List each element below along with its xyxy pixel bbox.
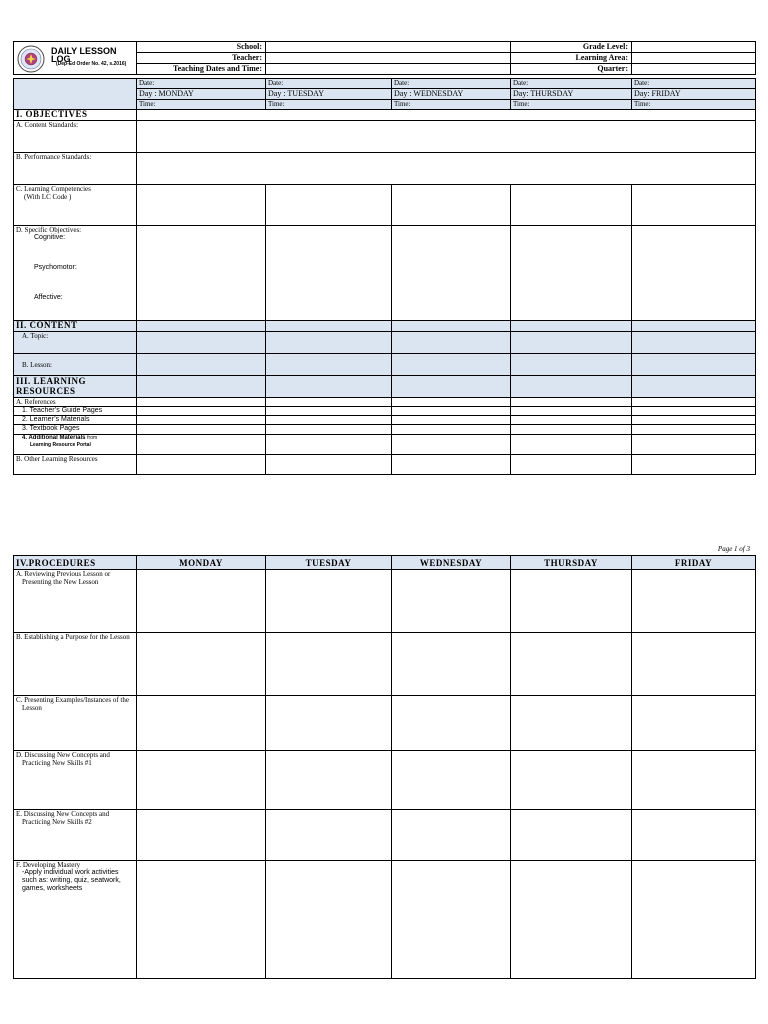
objectives-heading: I. OBJECTIVES (14, 110, 137, 121)
procedure-e-wednesday[interactable] (392, 810, 511, 861)
procedures-table (13, 555, 756, 979)
textbook-pages-label: 3. Textbook Pages (14, 425, 137, 435)
header-logo-cell (14, 42, 137, 75)
textbook-wednesday[interactable] (392, 425, 511, 435)
additional-monday[interactable] (137, 435, 266, 455)
resources-heading-wednesday (392, 376, 511, 398)
topic-tuesday[interactable] (266, 332, 392, 354)
affective-label: Affective: (34, 294, 63, 301)
performance-standards-field[interactable] (137, 153, 756, 185)
time-cell-tuesday[interactable]: Time: (266, 100, 392, 110)
learners-materials-monday[interactable] (137, 416, 266, 425)
additional-thursday[interactable] (511, 435, 632, 455)
time-cell-friday[interactable]: Time: (632, 100, 756, 110)
procedure-d-monday[interactable] (137, 751, 266, 810)
lesson-tuesday[interactable] (266, 354, 392, 376)
procedure-b-thursday[interactable] (511, 633, 632, 696)
specific-objectives-text: D. Specific Objectives: (16, 226, 82, 234)
learners-materials-friday[interactable] (632, 416, 756, 425)
topic-thursday[interactable] (511, 332, 632, 354)
references-monday[interactable] (137, 398, 266, 407)
content-heading: II. CONTENT (14, 321, 137, 332)
teacher-field[interactable] (266, 53, 511, 64)
procedures-day-wednesday: WEDNESDAY (392, 556, 511, 570)
lesson-wednesday[interactable] (392, 354, 511, 376)
specific-wednesday[interactable] (392, 226, 511, 321)
topic-wednesday[interactable] (392, 332, 511, 354)
procedure-c-friday[interactable] (632, 696, 756, 751)
additional-tuesday[interactable] (266, 435, 392, 455)
procedure-c-monday[interactable] (137, 696, 266, 751)
references-friday[interactable] (632, 398, 756, 407)
other-thursday[interactable] (511, 455, 632, 475)
header-table (13, 41, 756, 75)
additional-materials-text: 4. Additional Materials (22, 435, 86, 441)
procedures-day-friday: FRIDAY (632, 556, 756, 570)
performance-standards-label: B. Performance Standards: (14, 153, 137, 185)
procedure-e-friday[interactable] (632, 810, 756, 861)
day-cell-thursday: Day: THURSDAY (511, 89, 632, 100)
procedure-c-wednesday[interactable] (392, 696, 511, 751)
specific-objectives-label (14, 226, 137, 321)
procedure-b-monday[interactable] (137, 633, 266, 696)
teaching-dates-label: Teaching Dates and Time: (137, 64, 266, 75)
procedure-b-wednesday[interactable] (392, 633, 511, 696)
content-standards-label: A. Content Standards: (14, 121, 137, 153)
learning-area-field[interactable] (632, 53, 756, 64)
teachers-guide-monday[interactable] (137, 407, 266, 416)
day-cell-tuesday: Day : TUESDAY (266, 89, 392, 100)
resources-heading-monday (137, 376, 266, 398)
procedure-d-friday[interactable] (632, 751, 756, 810)
references-thursday[interactable] (511, 398, 632, 407)
textbook-thursday[interactable] (511, 425, 632, 435)
competencies-friday[interactable] (632, 185, 756, 226)
references-wednesday[interactable] (392, 398, 511, 407)
content-heading-wednesday (392, 321, 511, 332)
specific-tuesday[interactable] (266, 226, 392, 321)
time-cell-monday[interactable]: Time: (137, 100, 266, 110)
grade-level-field[interactable] (632, 42, 756, 53)
day-cell-wednesday: Day : WEDNESDAY (392, 89, 511, 100)
procedures-day-monday: MONDAY (137, 556, 266, 570)
competencies-tuesday[interactable] (266, 185, 392, 226)
teachers-guide-tuesday[interactable] (266, 407, 392, 416)
procedure-b-tuesday[interactable] (266, 633, 392, 696)
date-cell-thursday[interactable]: Date: (511, 79, 632, 89)
psychomotor-label: Psychomotor: (34, 264, 77, 271)
procedure-a-thursday[interactable] (511, 570, 632, 633)
competencies-code-text: (With LC Code ) (24, 193, 72, 201)
procedures-day-thursday: THURSDAY (511, 556, 632, 570)
specific-thursday[interactable] (511, 226, 632, 321)
date-cell-friday[interactable]: Date: (632, 79, 756, 89)
day-cell-friday: Day: FRIDAY (632, 89, 756, 100)
procedure-b-friday[interactable] (632, 633, 756, 696)
additional-friday[interactable] (632, 435, 756, 455)
objectives-heading-fill (137, 110, 756, 121)
resources-heading-thursday (511, 376, 632, 398)
log-title: DAILY LESSON LOG (51, 46, 117, 64)
page-number: Page 1 of 3 (717, 545, 750, 553)
resources-heading-friday (632, 376, 756, 398)
learning-competencies-label (14, 185, 137, 226)
additional-materials-label (14, 435, 137, 455)
procedure-f-wednesday[interactable] (392, 861, 511, 979)
procedure-d-tuesday[interactable] (266, 751, 392, 810)
resources-heading-tuesday (266, 376, 392, 398)
procedure-e-tuesday[interactable] (266, 810, 392, 861)
lesson-thursday[interactable] (511, 354, 632, 376)
references-tuesday[interactable] (266, 398, 392, 407)
procedure-d-label: D. Discussing New Concepts and Practicing New Skills #1 (14, 751, 137, 810)
procedure-a-wednesday[interactable] (392, 570, 511, 633)
time-cell-thursday[interactable]: Time: (511, 100, 632, 110)
specific-monday[interactable] (137, 226, 266, 321)
procedure-c-tuesday[interactable] (266, 696, 392, 751)
procedure-a-label: A. Reviewing Previous Lesson or Presenting the New Lesson (14, 570, 137, 633)
content-standards-field[interactable] (137, 121, 756, 153)
procedure-f-title: F. Developing Mastery (16, 861, 81, 869)
procedure-a-friday[interactable] (632, 570, 756, 633)
school-label: School: (137, 42, 266, 53)
procedure-f-tuesday[interactable] (266, 861, 392, 979)
procedure-e-monday[interactable] (137, 810, 266, 861)
deped-order: (Dep-Ed Order No. 42, s.2016) (56, 61, 127, 67)
school-field[interactable] (266, 42, 511, 53)
other-wednesday[interactable] (392, 455, 511, 475)
deped-seal-icon (17, 45, 45, 73)
content-heading-thursday (511, 321, 632, 332)
procedure-a-monday[interactable] (137, 570, 266, 633)
content-heading-monday (137, 321, 266, 332)
procedure-f-friday[interactable] (632, 861, 756, 979)
textbook-monday[interactable] (137, 425, 266, 435)
teachers-guide-label: 1. Teacher’s Guide Pages (14, 407, 137, 416)
procedure-a-tuesday[interactable] (266, 570, 392, 633)
additional-wednesday[interactable] (392, 435, 511, 455)
other-monday[interactable] (137, 455, 266, 475)
content-heading-tuesday (266, 321, 392, 332)
topic-monday[interactable] (137, 332, 266, 354)
resources-heading: III. LEARNING RESOURCES (14, 376, 137, 398)
other-tuesday[interactable] (266, 455, 392, 475)
procedure-f-note: -Apply individual work activities such as: writing, quiz, seatwork, games, worksheets (22, 869, 121, 892)
procedure-f-monday[interactable] (137, 861, 266, 979)
competencies-thursday[interactable] (511, 185, 632, 226)
procedure-c-thursday[interactable] (511, 696, 632, 751)
day-cell-monday: Day : MONDAY (137, 89, 266, 100)
grade-level-label: Grade Level: (511, 42, 632, 53)
objectives-table (13, 78, 756, 475)
learners-materials-wednesday[interactable] (392, 416, 511, 425)
procedure-e-label: E. Discussing New Concepts and Practicing New Skills #2 (14, 810, 137, 861)
procedure-c-label: C. Presenting Examples/Instances of the Lesson (14, 696, 137, 751)
teachers-guide-wednesday[interactable] (392, 407, 511, 416)
teacher-label: Teacher: (137, 53, 266, 64)
procedure-e-thursday[interactable] (511, 810, 632, 861)
teachers-guide-friday[interactable] (632, 407, 756, 416)
date-cell-monday[interactable]: Date: (137, 79, 266, 89)
topic-friday[interactable] (632, 332, 756, 354)
additional-from-text: from (87, 435, 98, 441)
topic-label: A. Topic: (14, 332, 137, 354)
procedures-day-tuesday: TUESDAY (266, 556, 392, 570)
specific-friday[interactable] (632, 226, 756, 321)
learning-area-label: Learning Area: (511, 53, 632, 64)
lesson-friday[interactable] (632, 354, 756, 376)
textbook-friday[interactable] (632, 425, 756, 435)
date-cell-wednesday[interactable]: Date: (392, 79, 511, 89)
learners-materials-label: 2. Learner’s Materials (14, 416, 137, 425)
teachers-guide-thursday[interactable] (511, 407, 632, 416)
lesson-monday[interactable] (137, 354, 266, 376)
procedure-f-thursday[interactable] (511, 861, 632, 979)
content-heading-friday (632, 321, 756, 332)
learners-materials-thursday[interactable] (511, 416, 632, 425)
procedure-f-label (14, 861, 137, 979)
procedure-d-wednesday[interactable] (392, 751, 511, 810)
lesson-label: B. Lesson: (14, 354, 137, 376)
textbook-tuesday[interactable] (266, 425, 392, 435)
other-friday[interactable] (632, 455, 756, 475)
competencies-monday[interactable] (137, 185, 266, 226)
competencies-text: C. Learning Competencies (16, 185, 91, 193)
portal-text: Learning Resource Portal (30, 442, 91, 448)
learners-materials-tuesday[interactable] (266, 416, 392, 425)
competencies-wednesday[interactable] (392, 185, 511, 226)
days-corner-cell (14, 79, 137, 110)
quarter-field[interactable] (632, 64, 756, 75)
cognitive-label: Cognitive: (34, 234, 66, 241)
teaching-dates-field[interactable] (266, 64, 511, 75)
date-cell-tuesday[interactable]: Date: (266, 79, 392, 89)
procedures-heading: IV.PROCEDURES (14, 556, 137, 570)
references-label: A. References (14, 398, 137, 407)
procedure-b-label: B. Establishing a Purpose for the Lesson (14, 633, 137, 696)
procedure-d-thursday[interactable] (511, 751, 632, 810)
quarter-label: Quarter: (511, 64, 632, 75)
other-resources-label: B. Other Learning Resources (14, 455, 137, 475)
time-cell-wednesday[interactable]: Time: (392, 100, 511, 110)
